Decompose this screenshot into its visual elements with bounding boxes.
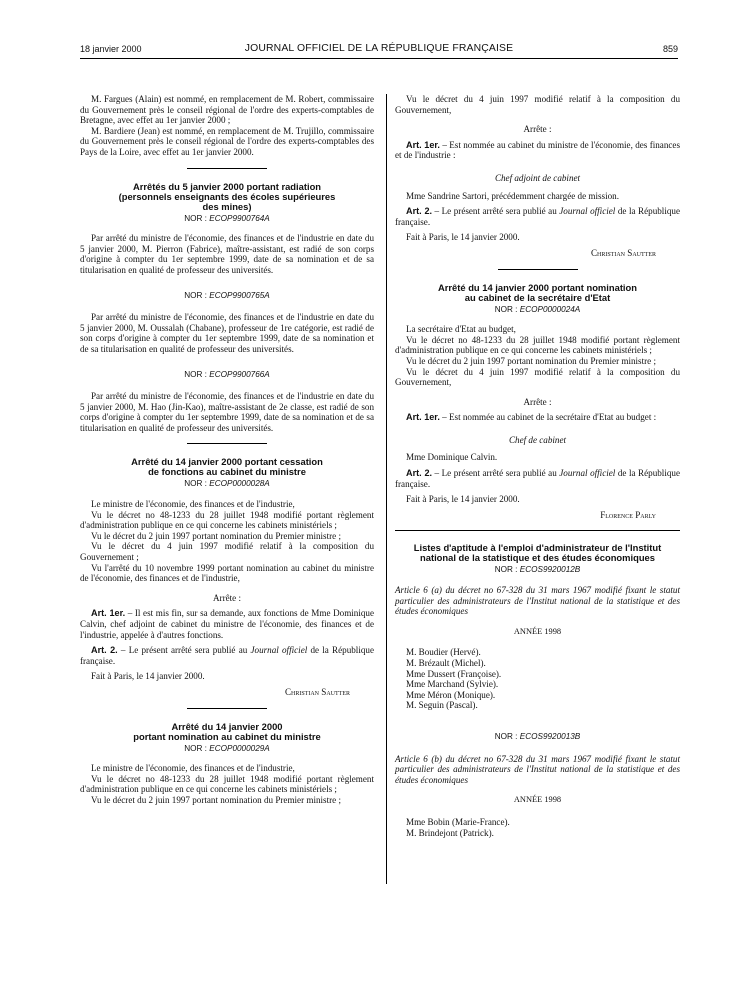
- decree-paragraph: Par arrêté du ministre de l'économie, des finances et de l'industrie en date du 5 janvier 2000, M. Pierron (Fabrice), maître-assistant, est radié de son corps d'origine à compter du 1er septembre 1999, date de sa nomination et de sa titularisation en qualité de professeur des universités.: [80, 233, 374, 275]
- section-separator: [498, 269, 578, 270]
- preamble-line: Le ministre de l'économie, des finances et de l'industrie,: [91, 763, 295, 774]
- intro-paragraph: M. Bardiere (Jean) est nommé, en remplacement de M. Trujillo, commissaire du Gouvernement près le conseil régional de l'ordre des experts-comptables des Pays de la Loire, avec effet au 1er janvier 2000.: [80, 125, 374, 157]
- list-item: M. Seguin (Pascal).: [406, 700, 478, 711]
- signature-date: Fait à Paris, le 14 janvier 2000.: [406, 232, 520, 243]
- preamble-line: La secrétaire d'Etat au budget,: [406, 324, 516, 335]
- nor-reference: NOR : ECOP9900764A: [184, 213, 270, 223]
- list-item: Mme Méron (Monique).: [406, 689, 496, 700]
- decree-paragraph: Par arrêté du ministre de l'économie, des finances et de l'industrie en date du 5 janvier 2000, M. Oussalah (Chabane), professeur de 1re catégorie, est radié de son corps d'origine à compter du 1er septembre 1999, date de sa nomination et de sa titularisation en qualité de professeur des universités.: [80, 312, 374, 354]
- section-nomination-ministre: [80, 722, 374, 806]
- list-item: M. Brindejont (Patrick).: [406, 827, 494, 838]
- right-column: [395, 94, 680, 838]
- preamble-line: Vu le décret du 2 juin 1997 portant nomination du Premier ministre ;: [91, 794, 341, 805]
- section-title: Arrêtés du 5 janvier 2000 portant radiation (personnels enseignants des écoles supérieures des mines): [118, 180, 336, 212]
- section-title: Listes d'aptitude à l'emploi d'administrateur de l'Institut national de la statistique et des études économiques: [413, 542, 662, 564]
- nor-reference: NOR : ECOP0000029A: [184, 743, 270, 753]
- preamble-line: Vu le décret du 2 juin 1997 portant nomination du Premier ministre ;: [91, 530, 341, 541]
- role-title: Chef de cabinet: [508, 434, 567, 445]
- year-heading: ANNÉE 1998: [513, 626, 562, 636]
- page-number: 859: [662, 44, 678, 54]
- section-separator: [187, 708, 267, 709]
- issue-date: 18 janvier 2000: [80, 44, 142, 54]
- preamble-line: Vu le décret no 48-1233 du 28 juillet 1948 modifié portant règlement d'administration publique en ce qui concerne les cabinets ministériels ;: [395, 334, 680, 356]
- list-item: Mme Dussert (Françoise).: [406, 668, 502, 679]
- signature-date: Fait à Paris, le 14 janvier 2000.: [91, 671, 205, 682]
- journal-title: JOURNAL OFFICIEL DE LA RÉPUBLIQUE FRANÇAISE: [244, 43, 514, 54]
- role-title: Chef adjoint de cabinet: [494, 172, 581, 183]
- article-1: Art. 1er. – Est nommée au cabinet de la secrétaire d'Etat au budget :: [406, 412, 657, 423]
- article-1: Art. 1er. – Est nommée au cabinet du ministre de l'économie, des finances et de l'industrie :: [395, 139, 680, 161]
- candidate-list: [395, 647, 680, 711]
- signatory: Florence Parly: [600, 509, 656, 520]
- candidate-list: [395, 817, 680, 838]
- article-2: Art. 2. – Le présent arrêté sera publié au Journal officiel de la République française.: [80, 645, 374, 666]
- nor-reference: NOR : ECOP9900766A: [184, 369, 270, 379]
- article-2: Art. 2. – Le présent arrêté sera publié au Journal officiel de la République française.: [395, 206, 680, 227]
- arrete-label: Arrête :: [523, 396, 552, 407]
- section-separator: [187, 443, 267, 444]
- list-item: M. Boudier (Hervé).: [406, 647, 481, 658]
- section-title: Arrêté du 14 janvier 2000 portant cessation de fonctions au cabinet du ministre: [131, 456, 323, 478]
- section-title: Arrêté du 14 janvier 2000 portant nomination au cabinet du ministre: [133, 720, 321, 742]
- appointee: Mme Dominique Calvin.: [406, 452, 498, 463]
- nor-reference: NOR : ECOP9900765A: [184, 290, 270, 300]
- list-item: Mme Bobin (Marie-France).: [406, 816, 510, 827]
- preamble-line: Vu le décret du 4 juin 1997 modifié relatif à la composition du Gouvernement ;: [80, 541, 374, 563]
- arrete-label: Arrête :: [523, 124, 552, 135]
- page-header: [80, 44, 678, 58]
- list-item: M. Brézault (Michel).: [406, 658, 486, 668]
- nor-reference: NOR : ECOP0000028A: [184, 479, 270, 489]
- preamble-line: Vu le décret no 48-1233 du 28 juillet 1948 modifié portant règlement d'administration publique en ce qui concerne les cabinets ministériels ;: [80, 773, 374, 795]
- section-separator: [187, 168, 267, 169]
- decree-paragraph: Par arrêté du ministre de l'économie, des finances et de l'industrie en date du 5 janvier 2000, M. Hao (Jin-Kao), maître-assistant de 2e classe, est radié de son corps d'origine à compter du 1er septembre 1999, date de sa nomination et de sa titularisation en qualité de professeur des universités.: [80, 391, 374, 433]
- year-heading: ANNÉE 1998: [513, 795, 562, 805]
- arrete-label: Arrête :: [212, 592, 242, 603]
- section-separator: [395, 530, 680, 531]
- section-title: Arrêté du 14 janvier 2000 portant nomination au cabinet de la secrétaire d'Etat: [437, 281, 637, 303]
- legal-basis: Article 6 (a) du décret no 67-328 du 31 mars 1967 modifié fixant le statut particulier des administrateurs de l'Institut national de la statistique et des études économiques: [395, 585, 680, 617]
- intro-paragraph: M. Fargues (Alain) est nommé, en remplacement de M. Robert, commissaire du Gouvernement près le conseil régional de l'ordre des experts-comptables de Bretagne, avec effet au 1er janvier 2000 ;: [80, 94, 374, 126]
- left-column: [80, 94, 374, 806]
- signatory: Christian Sautter: [590, 247, 656, 258]
- article-1: Art. 1er. – Il est mis fin, sur sa demande, aux fonctions de Mme Dominique Calvin, chef adjoint de cabinet du ministre de l'économie, des finances et de l'industrie, appelée à d'autres fonctions.: [80, 608, 374, 640]
- preamble-line: Le ministre de l'économie, des finances et de l'industrie,: [91, 499, 295, 510]
- header-rule: [80, 58, 678, 59]
- preamble-line: Vu l'arrêté du 10 novembre 1999 portant nomination au cabinet du ministre de l'économie, des finances et de l'industrie,: [80, 562, 374, 584]
- section-radiation: [80, 182, 374, 434]
- list-item: Mme Marchand (Sylvie).: [406, 679, 499, 690]
- appointee: Mme Sandrine Sartori, précédemment chargée de mission.: [406, 190, 619, 201]
- column-divider: [386, 94, 387, 884]
- signature-date: Fait à Paris, le 14 janvier 2000.: [406, 494, 520, 505]
- preamble-line: Vu le décret du 4 juin 1997 modifié relatif à la composition du Gouvernement,: [395, 366, 680, 388]
- preamble-line: Vu le décret du 2 juin 1997 portant nomination du Premier ministre ;: [406, 355, 656, 366]
- article-2: Art. 2. – Le présent arrêté sera publié au Journal officiel de la République française.: [395, 468, 680, 489]
- nor-reference: NOR : ECOS9920013B: [494, 731, 581, 741]
- preamble-line: Vu le décret no 48-1233 du 28 juillet 1948 modifié portant règlement d'administration publique en ce qui concerne les cabinets ministériels ;: [80, 509, 374, 531]
- legal-basis: Article 6 (b) du décret no 67-328 du 31 mars 1967 modifié fixant le statut particulier des administrateurs de l'Institut national de la statistique et des études économiques: [395, 753, 680, 785]
- nor-reference: NOR : ECOP0000024A: [494, 304, 581, 314]
- signatory: Christian Sautter: [284, 686, 350, 697]
- section-cessation: [80, 457, 374, 697]
- section-listes-aptitude: [395, 543, 680, 838]
- section-nomination-secretaire: [395, 283, 680, 521]
- preamble-line: Vu le décret du 4 juin 1997 modifié relatif à la composition du Gouvernement,: [395, 94, 680, 115]
- nor-reference: NOR : ECOS9920012B: [494, 565, 581, 575]
